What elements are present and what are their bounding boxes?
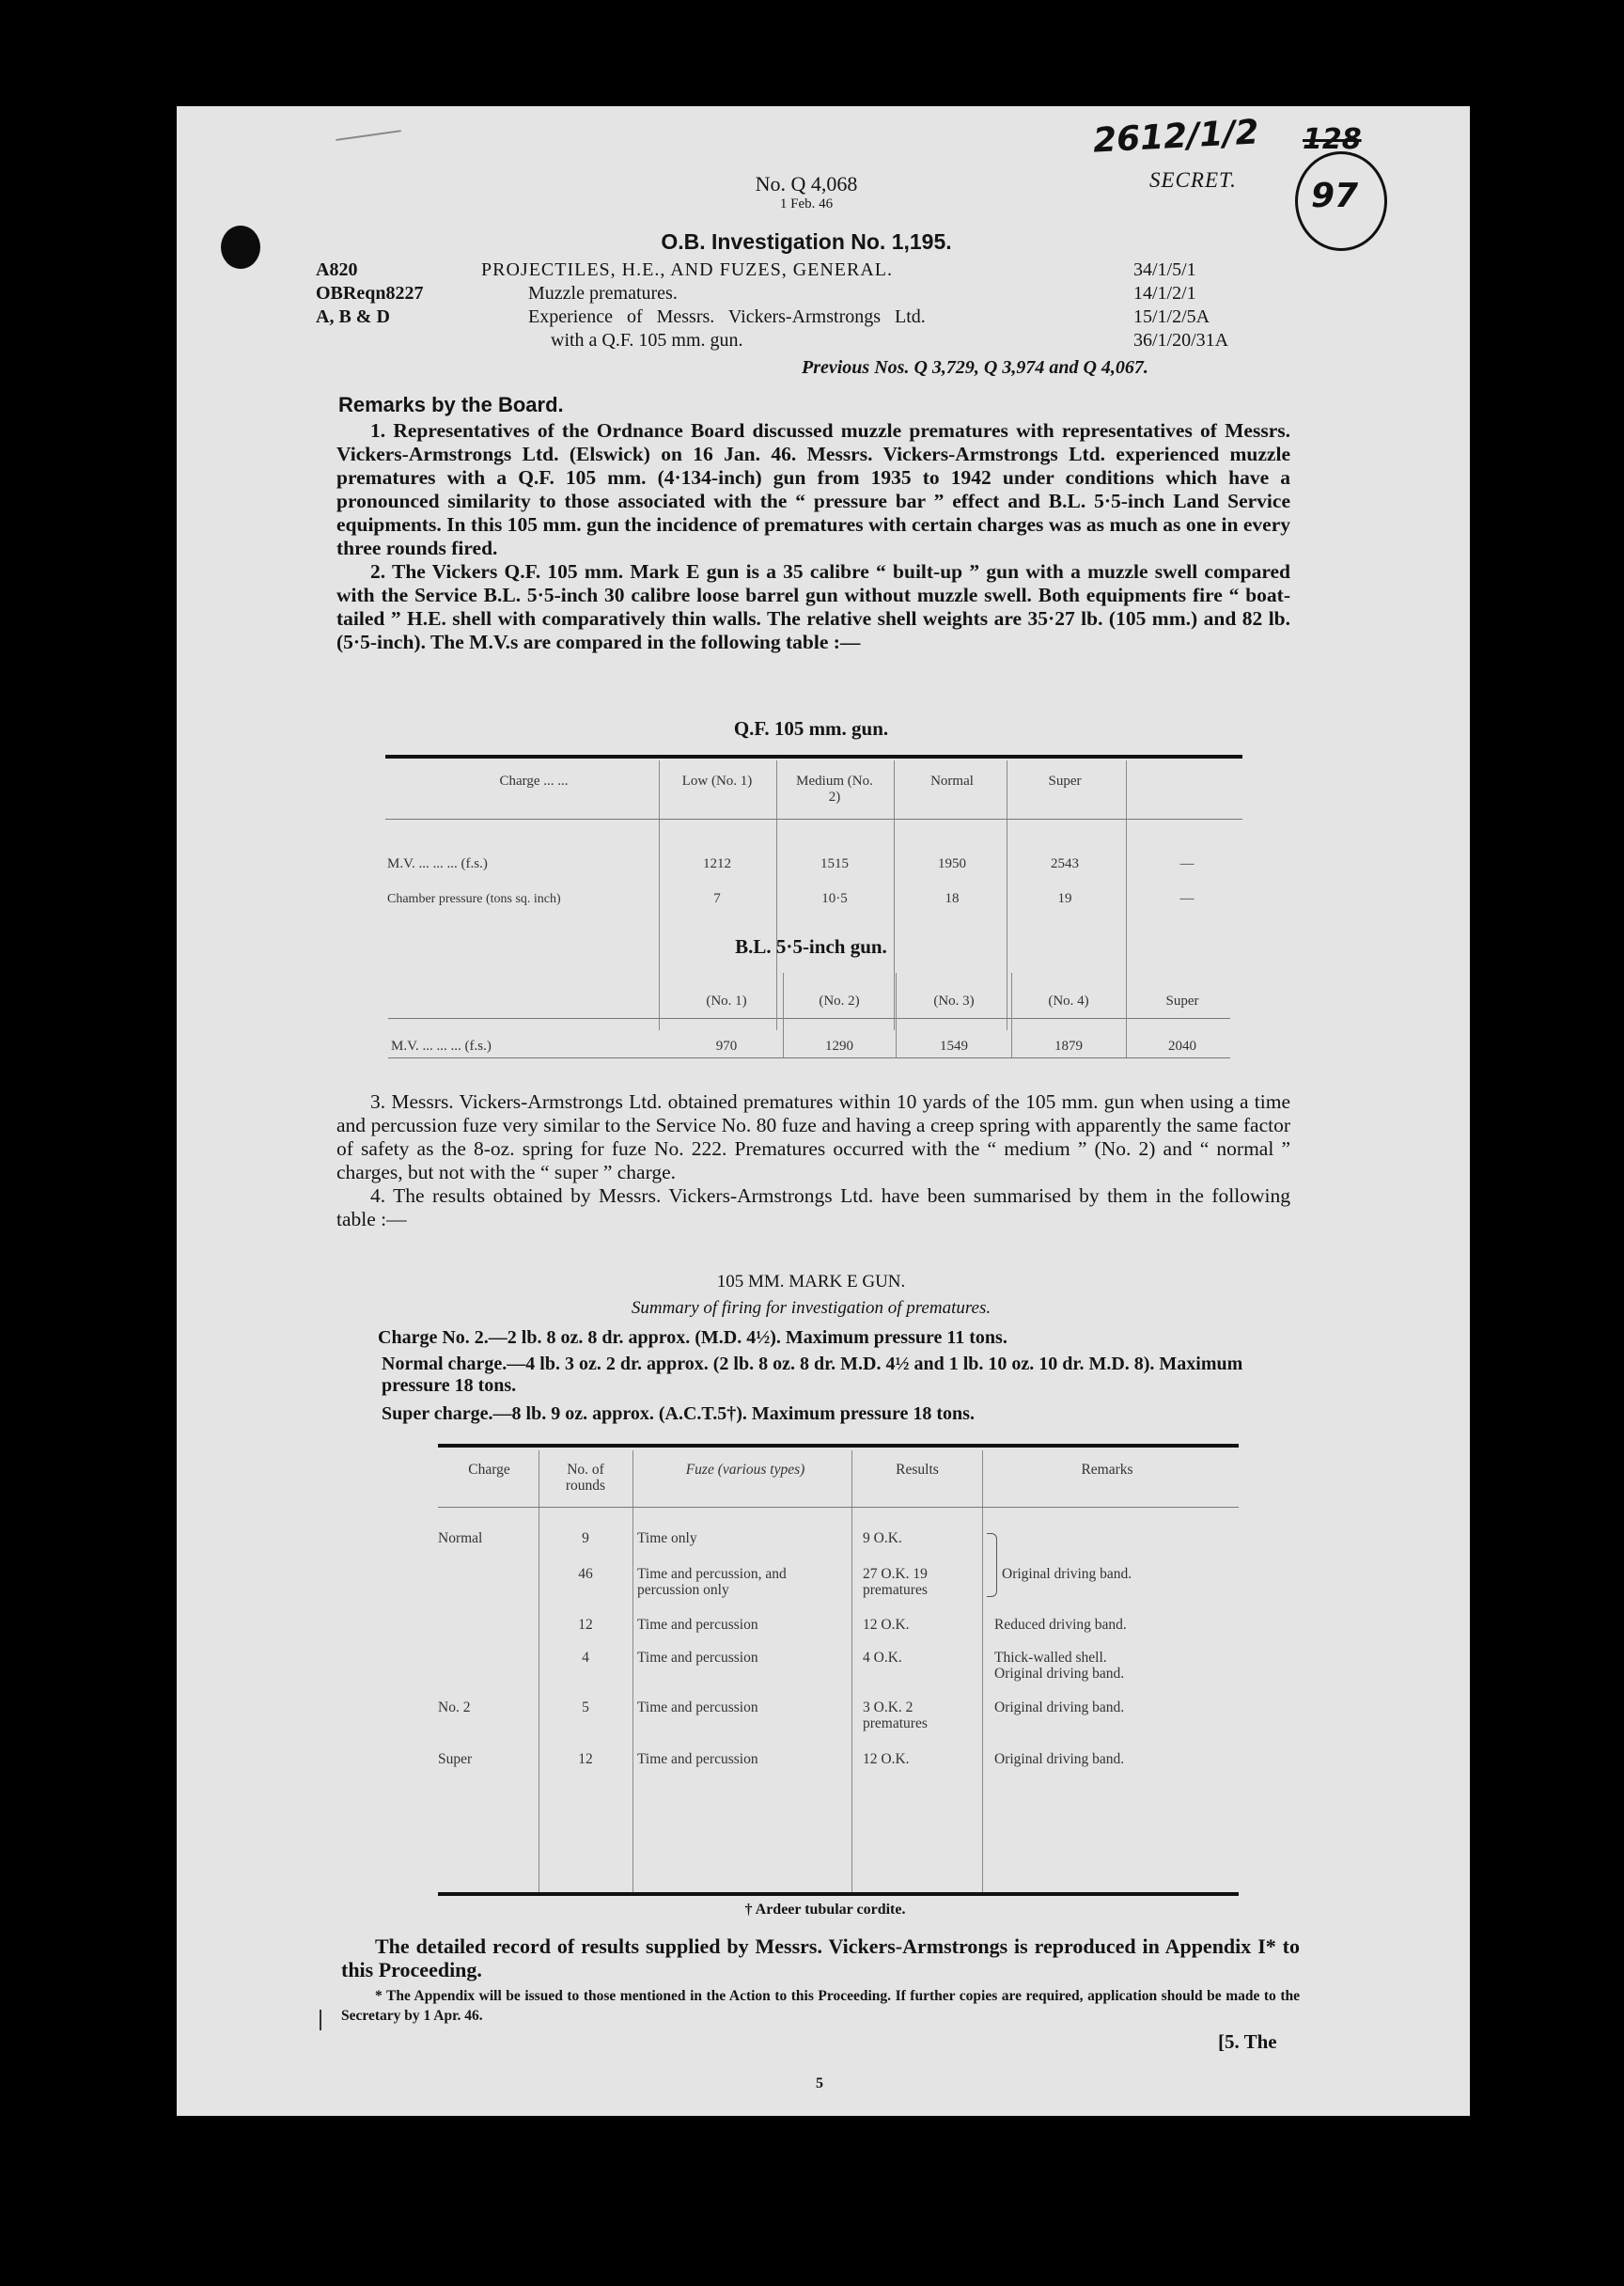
- t2-cell: 1290: [825, 1039, 853, 1054]
- t1-header-medium: Medium (No. 2): [796, 774, 873, 805]
- investigation-title: O.B. Investigation No. 1,195.: [661, 229, 952, 254]
- document-date: 1 Feb. 46: [779, 196, 834, 211]
- t2-header: (No. 2): [819, 994, 860, 1009]
- left-references: [316, 258, 423, 329]
- t2-cell: 1879: [1054, 1039, 1083, 1054]
- t1-cell: 1515: [820, 856, 849, 871]
- t1-cell: 2543: [1051, 856, 1079, 871]
- t2-header: Super: [1165, 994, 1199, 1009]
- circled-folio-number: 97: [1311, 177, 1359, 215]
- t3-rounds: 12: [578, 1617, 593, 1633]
- punch-hole: [221, 226, 260, 269]
- t2-header: (No. 1): [706, 994, 747, 1009]
- summary-charge-no2: Charge No. 2.—2 lb. 8 oz. 8 dr. approx. (M.D. 4½). Maximum pressure 11 tons.: [378, 1327, 1007, 1348]
- t1-cell: 7: [713, 891, 721, 906]
- t1-header-normal: Normal: [930, 774, 974, 789]
- file-ref: 15/1/2/5A: [1133, 306, 1210, 327]
- t3-results: 27 O.K. 19 prematures: [863, 1566, 928, 1598]
- t3-fuze: Time and percussion: [637, 1751, 758, 1767]
- ref-code: OBReqn8227: [316, 283, 424, 304]
- file-ref: 36/1/20/31A: [1133, 330, 1229, 351]
- paragraph-2: 2. The Vickers Q.F. 105 mm. Mark E gun is a 35 calibre “ built-up ” gun with a muzzle swell compared with the Service B.L. 5·5-inch 30 calibre loose barrel gun without muzzle swell. Both equipments fire “ boat-tailed ” H.E. shell with comparatively thin walls. The relative shell weights are 35·27 lb. (105 mm.) and 82 lb. (5·5-inch). The M.V.s are compared in the following table :—: [336, 560, 1290, 653]
- t1-cell: —: [1179, 891, 1195, 906]
- t1-cell: 19: [1057, 891, 1072, 906]
- table1-title: Q.F. 105 mm. gun.: [733, 717, 889, 740]
- t1-cell: 1950: [938, 856, 966, 871]
- summary-subtitle: Summary of firing for investigation of prematures.: [631, 1298, 992, 1318]
- t3-rounds: 5: [582, 1699, 589, 1715]
- margin-mark: [320, 2010, 321, 2030]
- t3-header-results: Results: [896, 1462, 939, 1478]
- t3-charge: Super: [438, 1751, 473, 1767]
- t2-cell: 1549: [940, 1039, 968, 1054]
- summary-super-charge: Super charge.—8 lb. 9 oz. approx. (A.C.T.5†). Maximum pressure 18 tons.: [382, 1403, 975, 1424]
- classification-marking: SECRET.: [1149, 168, 1237, 192]
- t1-header-low: Low (No. 1): [681, 774, 753, 789]
- closing-text: The detailed record of results supplied by Messrs. Vickers-Armstrongs is reproduced in Appendix I* to this Proceeding.: [341, 1934, 1300, 1981]
- document-number: No. Q 4,068: [755, 172, 858, 196]
- table2-title: B.L. 5·5-inch gun.: [735, 935, 887, 958]
- file-ref: 34/1/5/1: [1133, 259, 1196, 280]
- t1-cell: 10·5: [821, 891, 848, 906]
- subject-heading: PROJECTILES, H.E., AND FUZES, GENERAL.: [481, 259, 894, 280]
- t1-row-label: Chamber pressure (tons sq. inch): [387, 892, 561, 906]
- table3-footnote: † Ardeer tubular cordite.: [744, 1902, 906, 1918]
- t3-fuze: Time only: [637, 1530, 697, 1546]
- pencil-mark: [336, 130, 403, 154]
- t3-results: 4 O.K.: [863, 1650, 902, 1666]
- subject-line: Experience of Messrs. Vickers-Armstrongs Ltd.: [528, 306, 926, 327]
- document-page: [177, 106, 1470, 2116]
- paragraph-1: 1. Representatives of the Ordnance Board discussed muzzle prematures with representatives of Messrs. Vickers-Armstrongs Ltd. (Elswick) on 16 Jan. 46. Messrs. Vickers-Armstrongs Ltd. experienced muzzle prematures with a Q.F. 105 mm. (4·134-inch) gun from 1935 to 1942 under conditions which have a pronounced similarity to those associated with the “ pressure bar ” effect and B.L. 5·5-inch Land Service equipments. In this 105 mm. gun the incidence of prematures with certain charges was as much as one in every three rounds fired.: [336, 419, 1290, 559]
- file-ref: 14/1/2/1: [1133, 283, 1196, 304]
- closing-paragraph: [341, 1934, 1300, 1981]
- t3-remarks: Thick-walled shell. Original driving band.: [994, 1650, 1125, 1682]
- t3-fuze: Time and percussion: [637, 1699, 758, 1715]
- appendix-note: * The Appendix will be issued to those mentioned in the Action to this Proceeding. If further copies are required, application should be made to the Secretary by 1 Apr. 46.: [341, 1988, 1300, 2024]
- t1-cell: 1212: [703, 856, 731, 871]
- circled-folio: [1295, 151, 1387, 251]
- t1-header-charge: Charge ... ...: [499, 774, 569, 789]
- t3-results: 12 O.K.: [863, 1617, 910, 1633]
- t3-rounds: 4: [582, 1650, 589, 1666]
- ref-code: A, B & D: [316, 306, 390, 327]
- summary-normal-charge: Normal charge.—4 lb. 3 oz. 2 dr. approx. (2 lb. 8 oz. 8 dr. M.D. 4½ and 1 lb. 10 oz. 10 dr. M.D. 8). Maximum pressure 18 tons.: [382, 1354, 1243, 1396]
- t1-header-super: Super: [1048, 774, 1082, 789]
- t3-rounds: 12: [578, 1751, 593, 1767]
- t2-row-label: M.V. ... ... ... (f.s.): [391, 1039, 492, 1054]
- t3-rounds: 46: [578, 1566, 593, 1582]
- catchword: [5. The: [1218, 2030, 1277, 2053]
- t1-cell: —: [1179, 856, 1195, 871]
- t1-cell: 18: [945, 891, 960, 906]
- t3-results: 9 O.K.: [863, 1530, 902, 1546]
- t3-charge: No. 2: [438, 1699, 471, 1715]
- t2-cell: 970: [715, 1039, 738, 1054]
- t3-fuze: Time and percussion: [637, 1617, 758, 1633]
- t3-results: 3 O.K. 2 prematures: [863, 1699, 928, 1731]
- t3-rounds: 9: [582, 1530, 589, 1546]
- ref-code: A820: [316, 259, 358, 280]
- t2-cell: 2040: [1168, 1039, 1196, 1054]
- t3-remarks: Original driving band.: [1002, 1566, 1132, 1582]
- subject-block: [481, 258, 926, 352]
- handwritten-page-number: 128: [1303, 123, 1362, 156]
- t3-fuze: Time and percussion, and percussion only: [637, 1566, 787, 1598]
- t2-header: (No. 3): [933, 994, 975, 1009]
- t3-header-rounds: No. of rounds: [565, 1462, 606, 1494]
- t2-header: (No. 4): [1048, 994, 1089, 1009]
- t3-remarks: Reduced driving band.: [994, 1617, 1127, 1633]
- subject-line: with a Q.F. 105 mm. gun.: [551, 330, 743, 351]
- t3-header-charge: Charge: [468, 1462, 510, 1478]
- t3-remarks: Original driving band.: [994, 1699, 1125, 1715]
- t3-results: 12 O.K.: [863, 1751, 910, 1767]
- t1-row-label: M.V. ... ... ... (f.s.): [387, 856, 488, 871]
- summary-title: 105 MM. MARK E GUN.: [716, 1272, 906, 1292]
- paragraph-3: 3. Messrs. Vickers-Armstrongs Ltd. obtained prematures within 10 yards of the 105 mm. gun when using a time and percussion fuze very similar to the Service No. 80 fuze and having a creep spring with apparently the same factor of safety as the 8-oz. spring for fuze No. 222. Prematures occurred with the “ medium ” (No. 2) and “ normal ” charges, but not with the “ super ” charge.: [336, 1090, 1290, 1183]
- t3-remarks: Original driving band.: [994, 1751, 1125, 1767]
- remarks-heading: Remarks by the Board.: [338, 393, 564, 416]
- right-references: [1133, 258, 1228, 352]
- previous-numbers: Previous Nos. Q 3,729, Q 3,974 and Q 4,067.: [802, 357, 1148, 378]
- subject-line: Muzzle prematures.: [528, 283, 678, 304]
- t3-fuze: Time and percussion: [637, 1650, 758, 1666]
- t3-header-fuze: Fuze (various types): [685, 1462, 805, 1478]
- paragraph-4: 4. The results obtained by Messrs. Vickers-Armstrongs Ltd. have been summarised by them in the following table :—: [336, 1184, 1290, 1230]
- handwritten-reference: 2612/1/2: [1092, 113, 1260, 161]
- t3-charge: Normal: [438, 1530, 483, 1546]
- page-number: 5: [816, 2075, 823, 2091]
- t3-header-remarks: Remarks: [1081, 1462, 1133, 1478]
- brace: [987, 1533, 997, 1597]
